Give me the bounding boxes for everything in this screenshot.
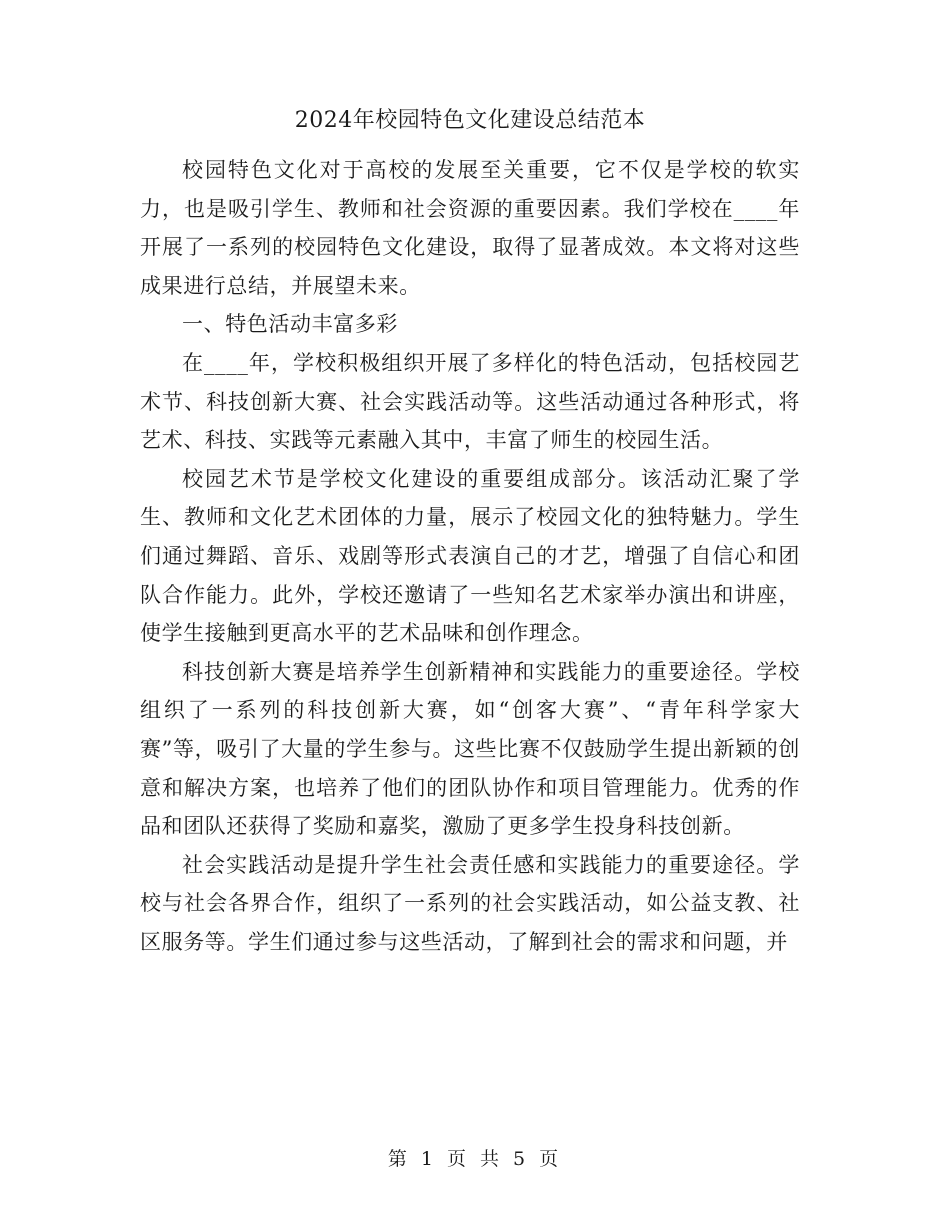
- paragraph-art-festival: 校园艺术节是学校文化建设的重要组成部分。该活动汇聚了学生、教师和文化艺术团体的力量，展示了校园文化的独特魅力。学生们通过舞蹈、音乐、戏剧等形式表演自己的才艺，增强了自信心和团队合作能力。此外，学校还邀请了一些知名艺术家举办演出和讲座，使学生接触到更高水平的艺术品味和创作理念。: [140, 466, 800, 646]
- paragraph-tech-contest: 科技创新大赛是培养学生创新精神和实践能力的重要途径。学校组织了一系列的科技创新大赛，如“创客大赛”、“青年科学家大赛”等，吸引了大量的学生参与。这些比赛不仅鼓励学生提出新颖的创意和解决方案，也培养了他们的团队协作和项目管理能力。优秀的作品和团队还获得了奖励和嘉奖，激励了更多学生投身科技创新。: [140, 659, 800, 839]
- document-body: [140, 151, 800, 961]
- document-page: [140, 0, 800, 1230]
- paragraph-social-practice: 社会实践活动是提升学生社会责任感和实践能力的重要途径。学校与社会各界合作，组织了一系列的社会实践活动，如公益支教、社区服务等。学生们通过参与这些活动，了解到社会的需求和问题，并: [140, 852, 800, 954]
- page-number-footer: 第 1 页 共 5 页: [387, 1148, 563, 1170]
- paragraph-activities: 在____年，学校积极组织开展了多样化的特色活动，包括校园艺术节、科技创新大赛、社会实践活动等。这些活动通过各种形式，将艺术、科技、实践等元素融入其中，丰富了师生的校园生活。: [140, 350, 800, 453]
- section-heading-1: 一、特色活动丰富多彩: [182, 312, 398, 337]
- document-title: 2024年校园特色文化建设总结范本: [294, 108, 646, 133]
- paragraph-intro: 校园特色文化对于高校的发展至关重要，它不仅是学校的软实力，也是吸引学生、教师和社会资源的重要因素。我们学校在____年开展了一系列的校园特色文化建设，取得了显著成效。本文将对这些成果进行总结，并展望未来。: [140, 158, 800, 298]
